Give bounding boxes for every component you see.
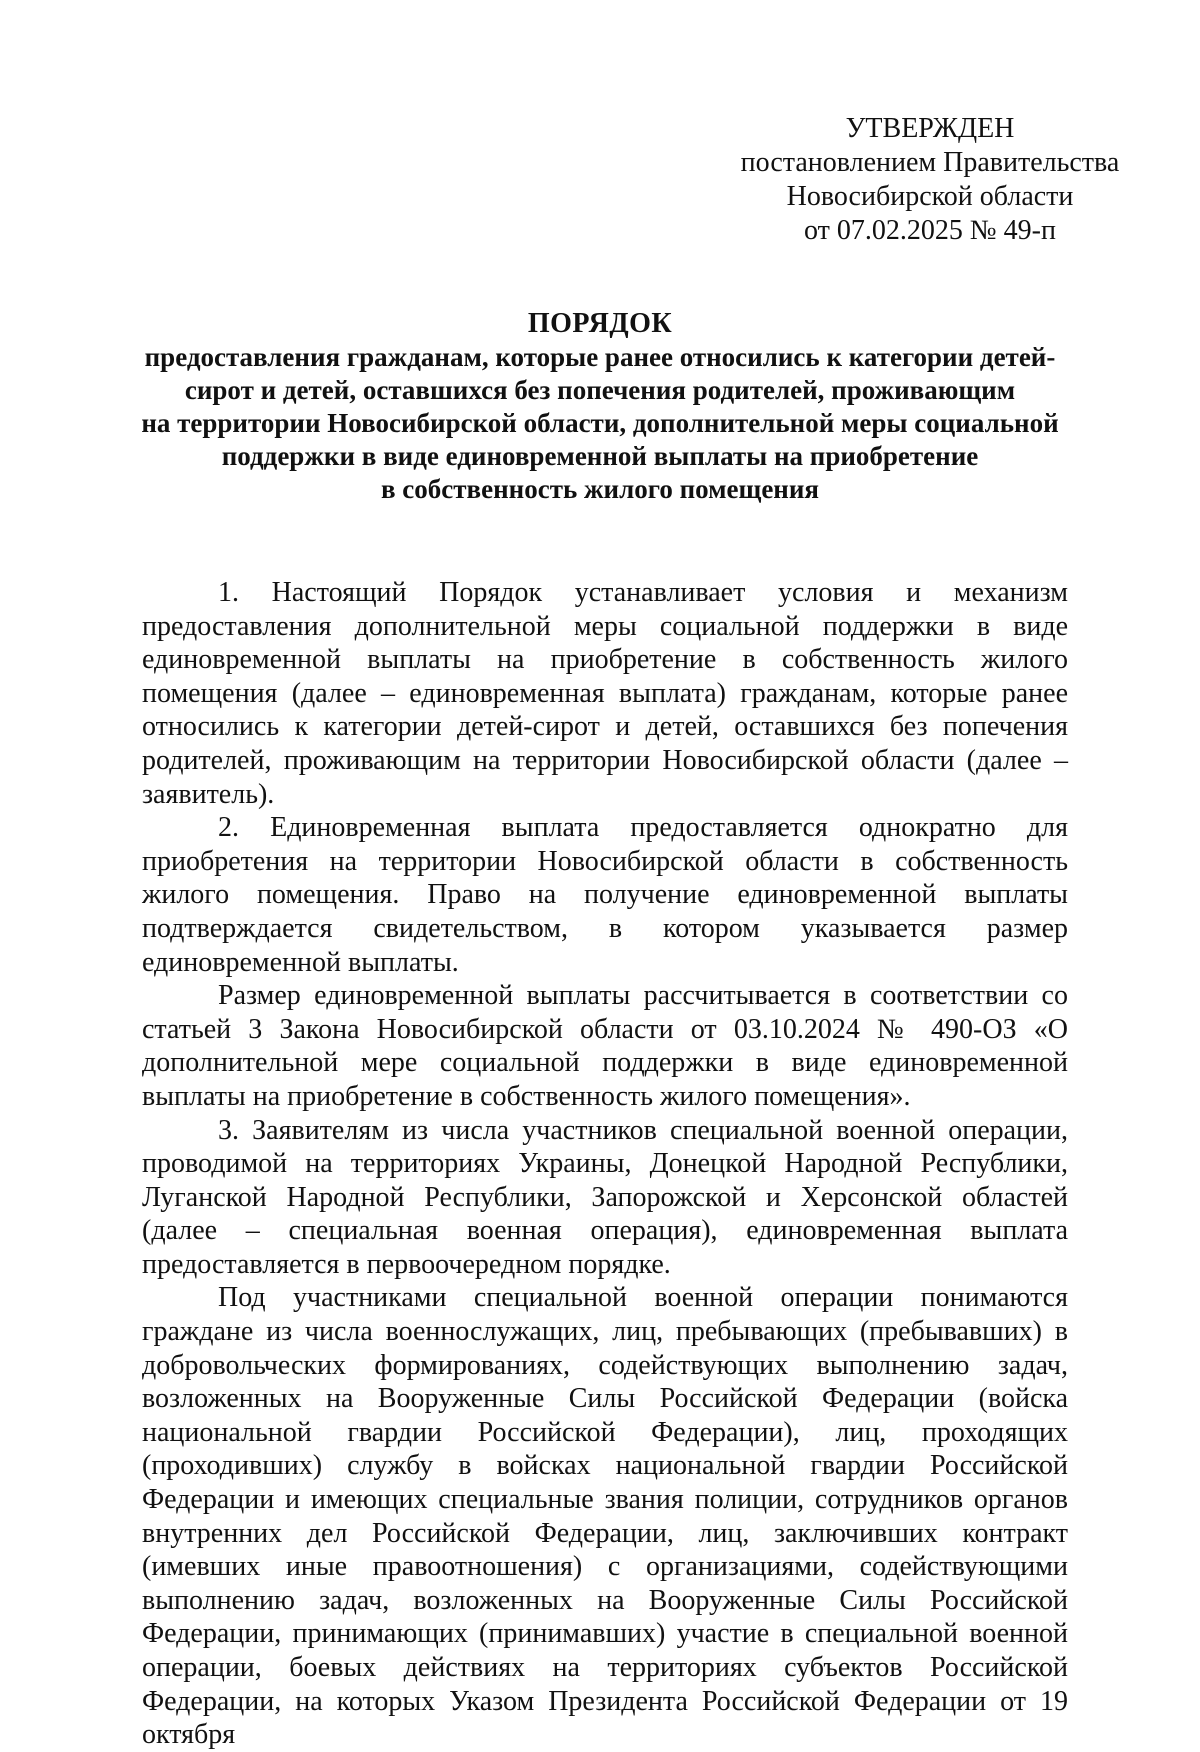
document-subtitle-line: в собственность жилого помещения xyxy=(380,474,820,504)
document-subtitle-line: поддержки в виде единовременной выплаты на приобретение xyxy=(221,441,979,471)
approval-region: Новосибирской области xyxy=(786,181,1074,212)
paragraph-2: 2. Единовременная выплата предоставляется однократно для приобретения на территории Новосибирской области в собственность жилого помещения. Право на получение единовременной выплаты подтверждается свидетельством, в котором указывается размер единовременной выплаты. xyxy=(142,812,1068,978)
document-subtitle-line: на территории Новосибирской области, дополнительной меры социальной xyxy=(141,408,1059,438)
paragraph-2-payment-size: Размер единовременной выплаты рассчитывается в соответствии со статьей 3 Закона Новосибирской области от 03.10.2024 № 490-ОЗ «О дополнительной мере социальной поддержки в виде единовременной выплаты на приобретение в собственность жилого помещения». xyxy=(142,980,1068,1112)
paragraph-3: 3. Заявителям из числа участников специальной военной операции, проводимой на территориях Украины, Донецкой Народной Республики, Луганской Народной Республики, Запорожской и Херсонской областей (далее – специальная военная операция), единовременная выплата предоставляется в первоочередном порядке. xyxy=(142,1114,1068,1280)
document-body xyxy=(142,576,1068,1752)
document-title: ПОРЯДОК xyxy=(527,308,673,339)
document-title-block xyxy=(130,307,1070,506)
paragraph-1: 1. Настоящий Порядок устанавливает условия и механизм предоставления дополнительной меры социальной поддержки в виде единовременной выплаты на приобретение в собственность жилого помещения (далее – единовременная выплата) гражданам, которые ранее относились к категории детей-сирот и детей, оставшихся без попечения родителей, проживающим на территории Новосибирской области (далее – заявитель). xyxy=(142,577,1068,810)
approval-heading: УТВЕРЖДЕН xyxy=(845,113,1015,144)
document-subtitle-line: сирот и детей, оставшихся без попечения родителей, проживающим xyxy=(184,375,1016,405)
approval-stamp xyxy=(720,112,1140,248)
document-subtitle-line: предоставления гражданам, которые ранее относились к категории детей- xyxy=(144,342,1056,372)
approval-issuer: постановлением Правительства xyxy=(740,147,1120,178)
paragraph-3-participants-definition: Под участниками специальной военной операции понимаются граждане из числа военнослужащих, лиц, пребывающих (пребывавших) в добровольческих формированиях, содействующих выполнению задач, возложенных на Вооруженные Силы Российской Федерации (войска национальной гвардии Российской Федерации), лиц, проходящих (проходивших) службу в войсках национальной гвардии Российской Федерации и имеющих специальные звания полиции, сотрудников органов внутренних дел Российской Федерации, лиц, заключивших контракт (имевших иные правоотношения) с организациями, содействующими выполнению задач, возложенных на Вооруженные Силы Российской Федерации, принимающих (принимавших) участие в специальной военной операции, боевых действиях на территориях субъектов Российской Федерации, на которых Указом Президента Российской Федерации от 19 октября xyxy=(142,1282,1068,1751)
approval-date-number: от 07.02.2025 № 49-п xyxy=(804,215,1056,246)
